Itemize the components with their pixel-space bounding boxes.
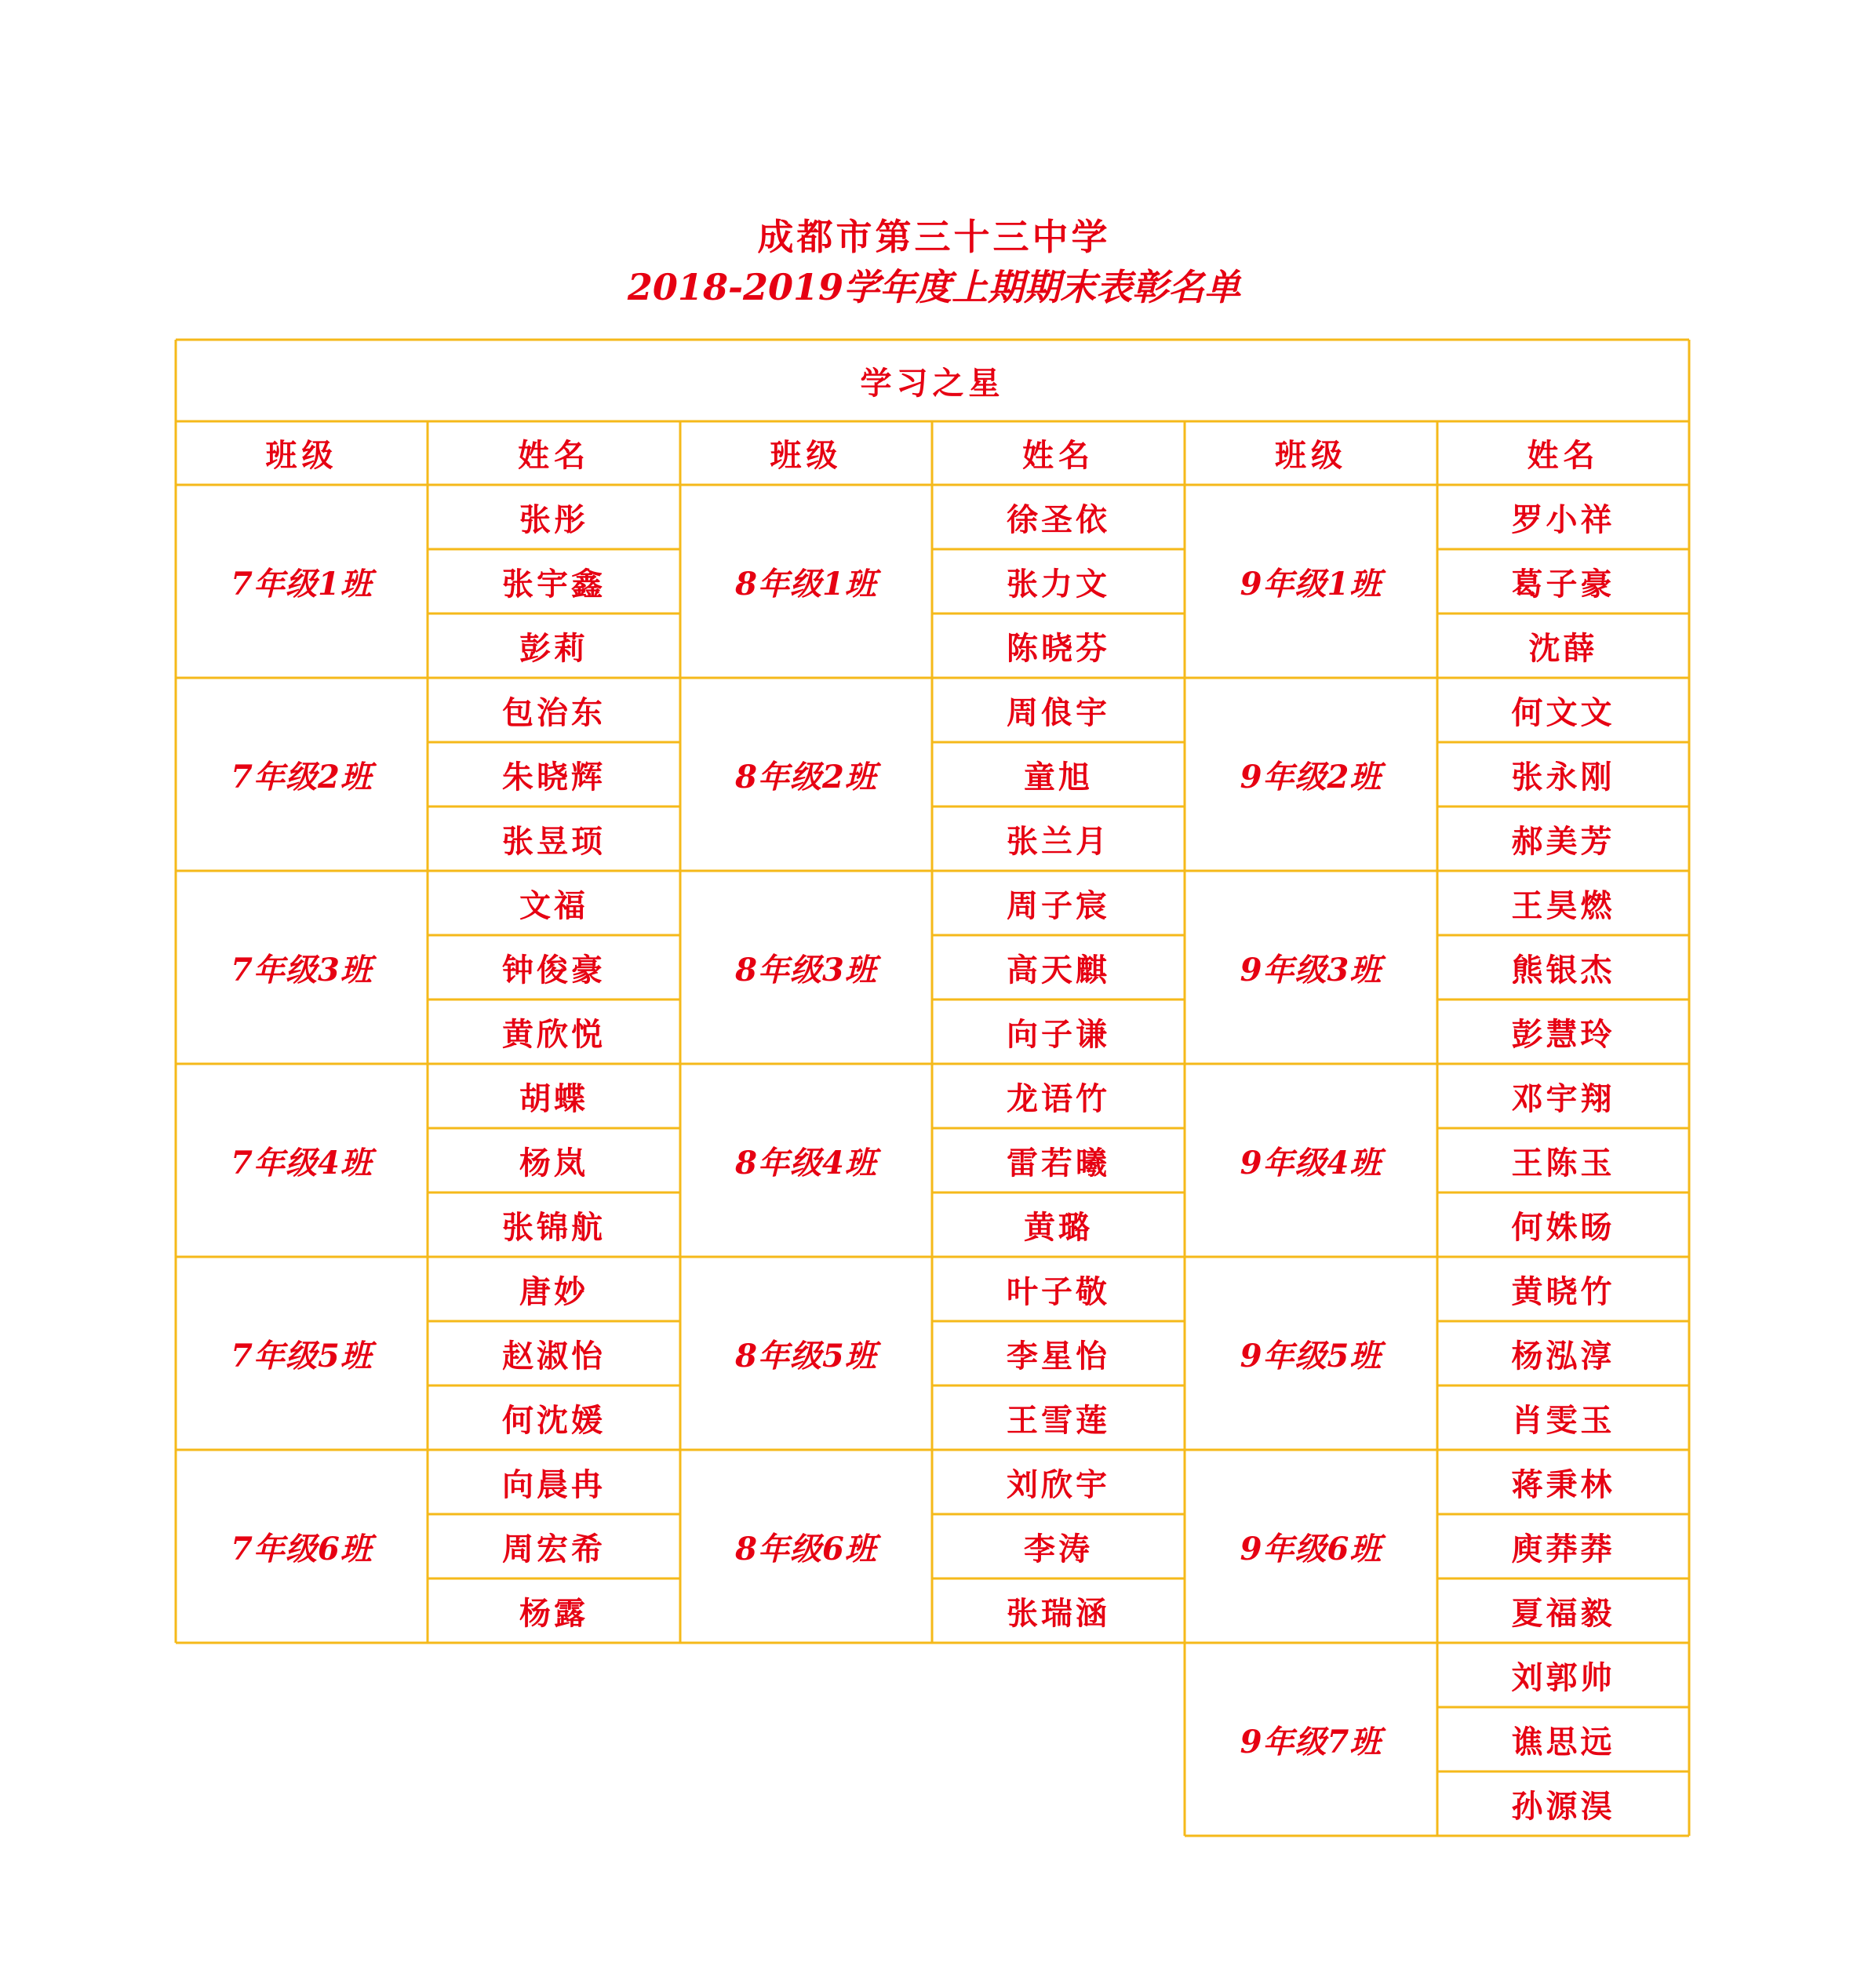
student-name: 罗小祥 <box>1437 485 1689 549</box>
student-name: 肖雯玉 <box>1437 1385 1689 1450</box>
student-name: 龙语竹 <box>932 1064 1185 1128</box>
student-name: 向晨冉 <box>428 1450 680 1514</box>
column-header-name: 姓名 <box>1437 421 1689 485</box>
student-name: 文福 <box>428 871 680 935</box>
student-name: 钟俊豪 <box>428 935 680 999</box>
student-name: 赵淑怡 <box>428 1321 680 1385</box>
student-name: 张兰月 <box>932 806 1185 871</box>
student-name: 彭莉 <box>428 614 680 678</box>
student-name: 周子宸 <box>932 871 1185 935</box>
student-name: 雷若曦 <box>932 1128 1185 1192</box>
student-name: 何沈媛 <box>428 1385 680 1450</box>
class-label: 8年级6班 <box>680 1450 932 1643</box>
class-label: 9年级4班 <box>1185 1064 1437 1257</box>
class-label: 8年级3班 <box>680 871 932 1064</box>
student-name: 杨岚 <box>428 1128 680 1192</box>
class-label: 8年级4班 <box>680 1064 932 1257</box>
student-name: 王雪莲 <box>932 1385 1185 1450</box>
column-header-name: 姓名 <box>932 421 1185 485</box>
student-name: 徐圣依 <box>932 485 1185 549</box>
student-name: 王昊燃 <box>1437 871 1689 935</box>
student-name: 谯思远 <box>1437 1707 1689 1771</box>
class-label: 7年级2班 <box>176 678 428 871</box>
student-name: 朱晓辉 <box>428 742 680 806</box>
student-name: 杨露 <box>428 1578 680 1643</box>
student-name: 刘郭帅 <box>1437 1643 1689 1707</box>
column-header-name: 姓名 <box>428 421 680 485</box>
student-name: 张瑞涵 <box>932 1578 1185 1643</box>
student-name: 叶子敬 <box>932 1257 1185 1321</box>
class-label: 7年级6班 <box>176 1450 428 1643</box>
section-title: 学习之星 <box>176 340 1689 421</box>
class-label: 8年级5班 <box>680 1257 932 1450</box>
column-header-class: 班级 <box>176 421 428 485</box>
student-name: 邓宇翔 <box>1437 1064 1689 1128</box>
student-name: 李涛 <box>932 1514 1185 1578</box>
class-label: 8年级2班 <box>680 678 932 871</box>
class-label: 7年级1班 <box>176 485 428 678</box>
class-label: 7年级3班 <box>176 871 428 1064</box>
student-name: 陈晓芬 <box>932 614 1185 678</box>
student-name: 黄晓竹 <box>1437 1257 1689 1321</box>
class-label: 9年级5班 <box>1185 1257 1437 1450</box>
class-label: 9年级3班 <box>1185 871 1437 1064</box>
student-name: 张彤 <box>428 485 680 549</box>
student-name: 庾莽莽 <box>1437 1514 1689 1578</box>
column-header-class: 班级 <box>680 421 932 485</box>
student-name: 熊银杰 <box>1437 935 1689 999</box>
student-name: 张昱顼 <box>428 806 680 871</box>
class-label: 9年级6班 <box>1185 1450 1437 1643</box>
student-name: 胡蝶 <box>428 1064 680 1128</box>
student-name: 黄璐 <box>932 1192 1185 1257</box>
student-name: 郝美芳 <box>1437 806 1689 871</box>
student-name: 葛子豪 <box>1437 549 1689 614</box>
student-name: 黄欣悦 <box>428 999 680 1064</box>
class-label: 9年级7班 <box>1185 1643 1437 1836</box>
student-name: 包治东 <box>428 678 680 742</box>
student-name: 张力文 <box>932 549 1185 614</box>
student-name: 童旭 <box>932 742 1185 806</box>
student-name: 何文文 <box>1437 678 1689 742</box>
student-name: 蒋秉林 <box>1437 1450 1689 1514</box>
student-name: 沈薛 <box>1437 614 1689 678</box>
student-name: 彭慧玲 <box>1437 999 1689 1064</box>
class-label: 9年级1班 <box>1185 485 1437 678</box>
student-name: 孙源淏 <box>1437 1771 1689 1836</box>
class-label: 9年级2班 <box>1185 678 1437 871</box>
student-name: 周宏希 <box>428 1514 680 1578</box>
class-label: 7年级5班 <box>176 1257 428 1450</box>
column-header-class: 班级 <box>1185 421 1437 485</box>
student-name: 夏福毅 <box>1437 1578 1689 1643</box>
document-subtitle: 2018-2019学年度上期期末表彰名单 <box>627 266 1241 308</box>
student-name: 高天麒 <box>932 935 1185 999</box>
student-name: 唐妙 <box>428 1257 680 1321</box>
student-name: 向子谦 <box>932 999 1185 1064</box>
class-label: 7年级4班 <box>176 1064 428 1257</box>
student-name: 杨泓淳 <box>1437 1321 1689 1385</box>
student-name: 何姝旸 <box>1437 1192 1689 1257</box>
student-name: 周俍宇 <box>932 678 1185 742</box>
student-name: 刘欣宇 <box>932 1450 1185 1514</box>
student-name: 张锦航 <box>428 1192 680 1257</box>
class-label: 8年级1班 <box>680 485 932 678</box>
student-name: 张永刚 <box>1437 742 1689 806</box>
student-name: 王陈玉 <box>1437 1128 1689 1192</box>
school-title: 成都市第三十三中学 <box>757 216 1111 258</box>
student-name: 张宇鑫 <box>428 549 680 614</box>
student-name: 李星怡 <box>932 1321 1185 1385</box>
